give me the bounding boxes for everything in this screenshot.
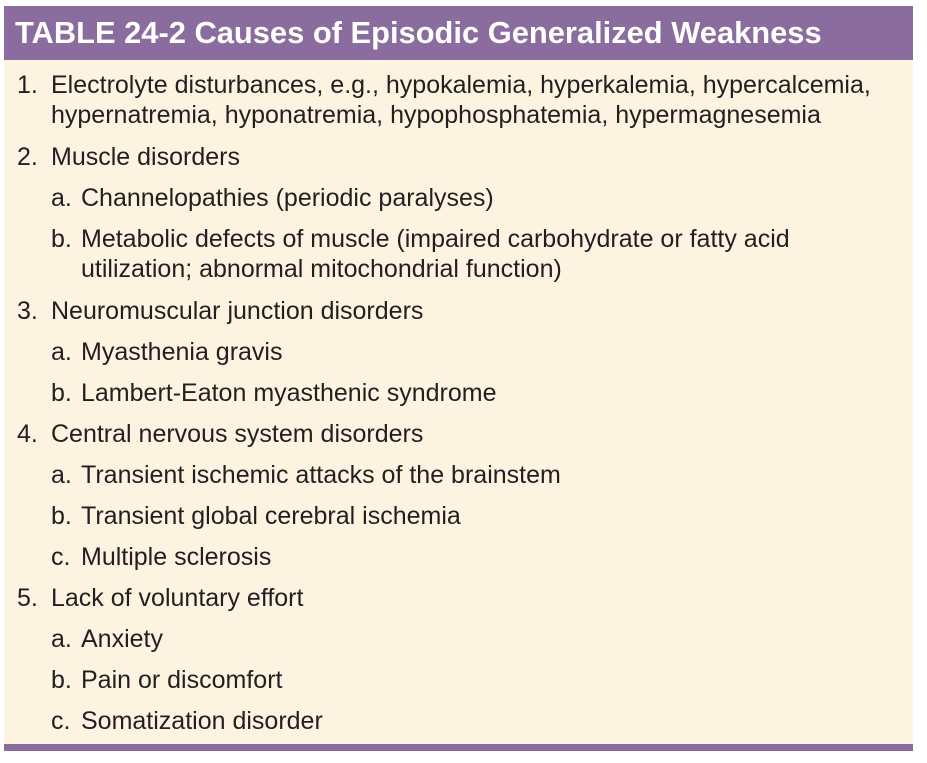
subitem-text: Channelopathies (periodic paralyses) [81, 184, 494, 212]
table-title: TABLE 24-2 Causes of Episodic Generalized Weakness [4, 6, 913, 60]
subitem-text: Transient ischemic attacks of the brainstem [81, 461, 561, 489]
subitem-letter: b. [51, 379, 72, 407]
subitem-3a [51, 337, 282, 367]
subitem-text: Somatization disorder [81, 707, 323, 735]
item-number: 3. [17, 297, 38, 325]
item-text: Electrolyte disturbances, e.g., hypokalemia, hyperkalemia, hypercalcemia, [51, 71, 871, 99]
subitem-4a [51, 460, 561, 490]
subitem-letter: b. [51, 666, 72, 694]
list-item-1 [17, 70, 871, 100]
item-text: Central nervous system disorders [51, 420, 424, 448]
subitem-text: Myasthenia gravis [81, 338, 283, 366]
subitem-2a [51, 183, 494, 213]
subitem-4b [51, 501, 461, 531]
weakness-causes-table [4, 6, 913, 751]
subitem-text: Anxiety [81, 625, 163, 653]
subitem-letter: b. [51, 502, 72, 530]
item-text: Muscle disorders [51, 143, 240, 171]
item-text: Lack of voluntary effort [51, 584, 304, 612]
list-item-1-continued [51, 100, 821, 130]
item-text: hypernatremia, hyponatremia, hypophosphatemia, hypermagnesemia [51, 101, 821, 129]
subitem-text: Transient global cerebral ischemia [81, 502, 461, 530]
subitem-letter: a. [51, 338, 72, 366]
subitem-3b [51, 378, 496, 408]
list-item-3 [17, 296, 423, 326]
subitem-text: Pain or discomfort [81, 666, 283, 694]
subitem-letter: c. [51, 707, 71, 735]
subitem-4c [51, 542, 271, 572]
list-item-5 [17, 583, 303, 613]
list-item-2 [17, 142, 240, 172]
subitem-letter: b. [51, 225, 72, 253]
subitem-text: Metabolic defects of muscle (impaired carbohydrate or fatty acid [81, 225, 790, 253]
subitem-5b [51, 665, 282, 695]
item-number: 2. [17, 143, 38, 171]
subitem-letter: a. [51, 461, 72, 489]
subitem-letter: a. [51, 184, 72, 212]
subitem-2b-continued [81, 254, 562, 284]
subitem-letter: c. [51, 543, 71, 571]
subitem-letter: a. [51, 625, 72, 653]
subitem-text: utilization; abnormal mitochondrial function) [81, 255, 562, 283]
item-number: 5. [17, 584, 38, 612]
subitem-text: Multiple sclerosis [81, 543, 272, 571]
list-item-4 [17, 419, 423, 449]
subitem-2b [51, 224, 790, 254]
item-number: 4. [17, 420, 38, 448]
subitem-5a [51, 624, 163, 654]
item-number: 1. [17, 71, 38, 99]
subitem-5c [51, 706, 323, 736]
item-text: Neuromuscular junction disorders [51, 297, 424, 325]
bottom-rule [4, 744, 913, 751]
subitem-text: Lambert-Eaton myasthenic syndrome [81, 379, 497, 407]
